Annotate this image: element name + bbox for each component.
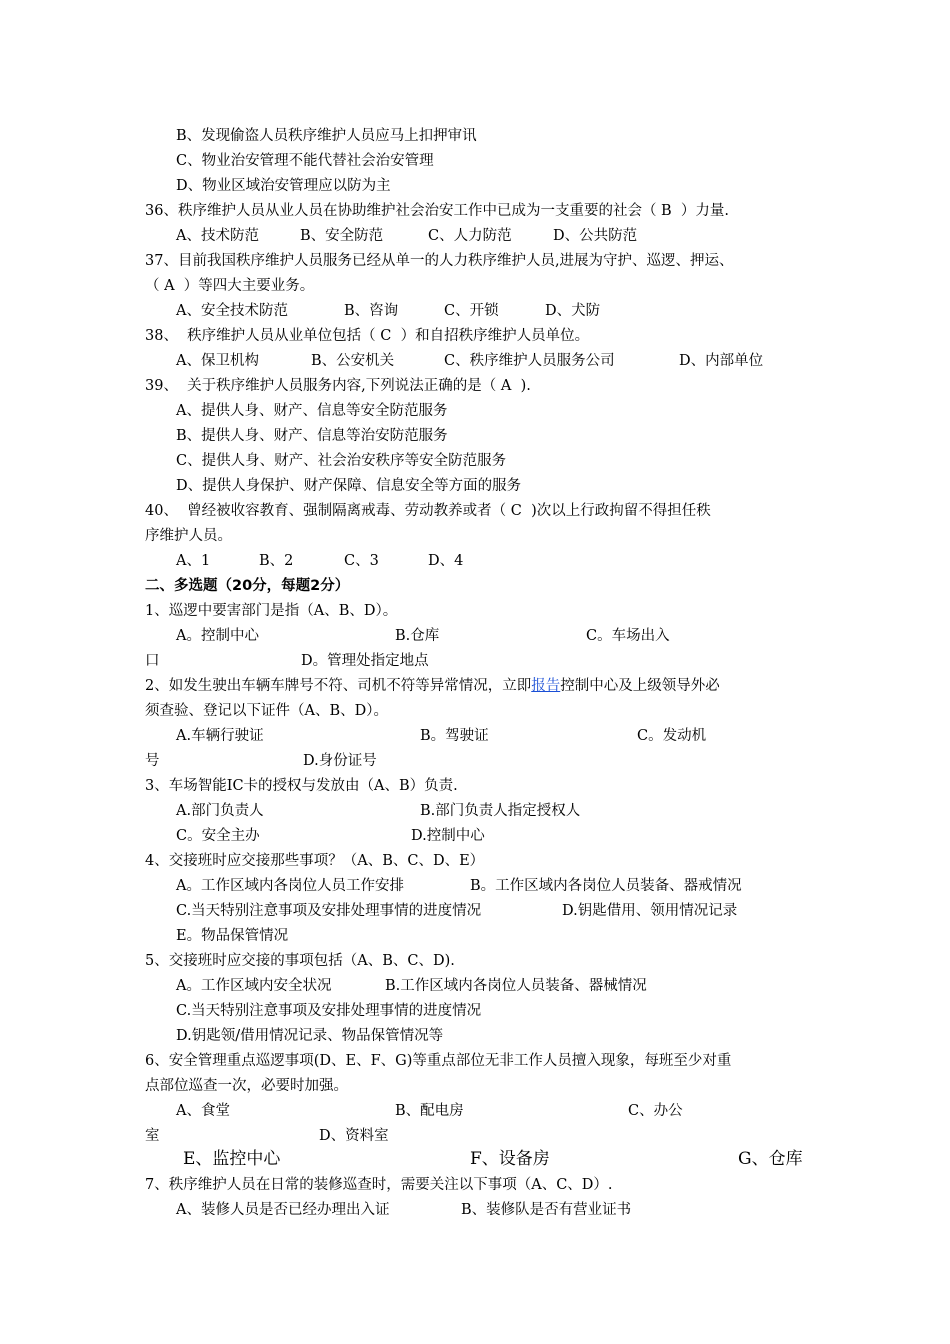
- option-b: B、咨询: [344, 303, 399, 319]
- option-a: A、安全技术防范: [176, 303, 288, 319]
- option-b: B.工作区域内各岗位人员装备、器械情况: [385, 978, 647, 994]
- option-line: D、物业区域治安管理应以防为主: [176, 178, 391, 194]
- option-b: B、提供人身、财产、信息等治安防范服务: [176, 428, 448, 444]
- option-a: A。工作区域内各岗位人员工作安排: [176, 878, 404, 894]
- option-a: A、提供人身、财产、信息等安全防范服务: [176, 403, 448, 419]
- option-d: D、内部单位: [679, 353, 764, 369]
- question-m4: 4、交接班时应交接那些事项？（A、B、C、D、E）: [145, 853, 485, 869]
- option-c: C。安全主办: [176, 828, 260, 844]
- question-m3: 3、车场智能IC卡的授权与发放由（A、B）负责.: [145, 778, 458, 794]
- option-d: D。管理处指定地点: [301, 653, 429, 669]
- question-39: 39、 关于秩序维护人员服务内容,下列说法正确的是（ A ).: [145, 378, 531, 394]
- question-38: 38、 秩序维护人员从业单位包括（ C ）和自招秩序维护人员单位。: [145, 328, 590, 344]
- question-36: 36、秩序维护人员从业人员在协助维护社会治安工作中已成为一支重要的社会（ B ）力量.: [145, 203, 730, 219]
- option-e: E。物品保管情况: [176, 928, 289, 944]
- option-c-cont: 口: [145, 653, 160, 669]
- option-c: C。车场出入: [586, 628, 670, 644]
- option-a: A、装修人员是否已经办理出入证: [176, 1202, 390, 1218]
- option-c: C、开锁: [444, 303, 499, 319]
- option-d: D.身份证号: [303, 753, 377, 769]
- option-a: A.车辆行驶证: [176, 728, 264, 744]
- option-a: A、技术防范: [176, 228, 259, 244]
- question-m7: 7、秩序维护人员在日常的装修巡查时，需要关注以下事项（A、C、D）.: [145, 1177, 613, 1193]
- option-c: C、提供人身、财产、社会治安秩序等安全防范服务: [176, 453, 507, 469]
- option-c-cont: 室: [145, 1128, 160, 1144]
- report-link[interactable]: 报告: [531, 678, 561, 694]
- option-a: A、食堂: [176, 1103, 230, 1119]
- option-a: A、1: [176, 553, 211, 569]
- question-m2: [145, 676, 720, 696]
- option-line: B、发现偷盗人员秩序维护人员应马上扣押审讯: [176, 128, 477, 144]
- option-a: A.部门负责人: [176, 803, 264, 819]
- option-line: C、物业治安管理不能代替社会治安管理: [176, 153, 434, 169]
- section-heading: 二、多选题（20分，每题2分）: [145, 578, 350, 594]
- question-m2-cont: 须查验、登记以下证件（A、B、D）。: [145, 703, 389, 719]
- question-37: 37、目前我国秩序维护人员服务已经从单一的人力秩序维护人员,进展为守护、巡逻、押运、: [145, 253, 734, 269]
- question-40-cont: 序维护人员。: [145, 528, 232, 544]
- option-c: C、秩序维护人员服务公司: [444, 353, 615, 369]
- option-c: C、3: [344, 553, 379, 569]
- option-b: B、安全防范: [300, 228, 384, 244]
- option-f: F、设备房: [470, 1149, 550, 1169]
- option-b: B.部门负责人指定授权人: [420, 803, 581, 819]
- option-c: C.当天特别注意事项及安排处理事情的进度情况: [176, 1003, 482, 1019]
- option-g: G、仓库: [738, 1149, 803, 1169]
- question-m5: 5、交接班时应交接的事项包括（A、B、C、D).: [145, 953, 455, 969]
- option-d: D.钥匙领/借用情况记录、物品保管情况等: [176, 1028, 444, 1044]
- option-a: A。工作区域内安全状况: [176, 978, 332, 994]
- question-m1: 1、巡逻中要害部门是指（A、B、D）。: [145, 603, 398, 619]
- question-m6-cont: 点部位巡查一次，必要时加强。: [145, 1078, 348, 1094]
- option-b: B、装修队是否有营业证书: [461, 1202, 632, 1218]
- option-c: C、人力防范: [428, 228, 512, 244]
- option-d: D、公共防范: [553, 228, 638, 244]
- question-text: 控制中心及上级领导外必: [560, 678, 720, 694]
- option-d: D.控制中心: [411, 828, 485, 844]
- question-37-cont: （ A ）等四大主要业务。: [145, 278, 315, 294]
- question-40: 40、 曾经被收容教育、强制隔离戒毒、劳动教养或者（ C )次以上行政拘留不得担任秩: [145, 503, 711, 519]
- option-a: A。控制中心: [176, 628, 259, 644]
- option-b: B。驾驶证: [420, 728, 489, 744]
- option-c: C、办公: [628, 1103, 683, 1119]
- option-d: D、资料室: [319, 1128, 389, 1144]
- question-m6: 6、安全管理重点巡逻事项(D、E、F、G)等重点部位无非工作人员擅入现象，每班至少对重: [145, 1053, 732, 1069]
- option-c-cont: 号: [145, 753, 160, 769]
- option-d: D、犬防: [545, 303, 601, 319]
- option-d: D、提供人身保护、财产保障、信息安全等方面的服务: [176, 478, 522, 494]
- option-b: B、配电房: [395, 1103, 464, 1119]
- option-d: D.钥匙借用、领用情况记录: [562, 903, 738, 919]
- option-c: C.当天特别注意事项及安排处理事情的进度情况: [176, 903, 482, 919]
- question-text: 2、如发生驶出车辆车牌号不符、司机不符等异常情况，立即: [145, 678, 532, 694]
- option-d: D、4: [428, 553, 464, 569]
- option-b: B、公安机关: [311, 353, 395, 369]
- option-b: B。工作区域内各岗位人员装备、器戒情况: [470, 878, 742, 894]
- option-e: E、监控中心: [183, 1149, 281, 1169]
- option-a: A、保卫机构: [176, 353, 259, 369]
- option-c: C。发动机: [637, 728, 707, 744]
- option-b: B、2: [259, 553, 294, 569]
- option-b: B.仓库: [395, 628, 440, 644]
